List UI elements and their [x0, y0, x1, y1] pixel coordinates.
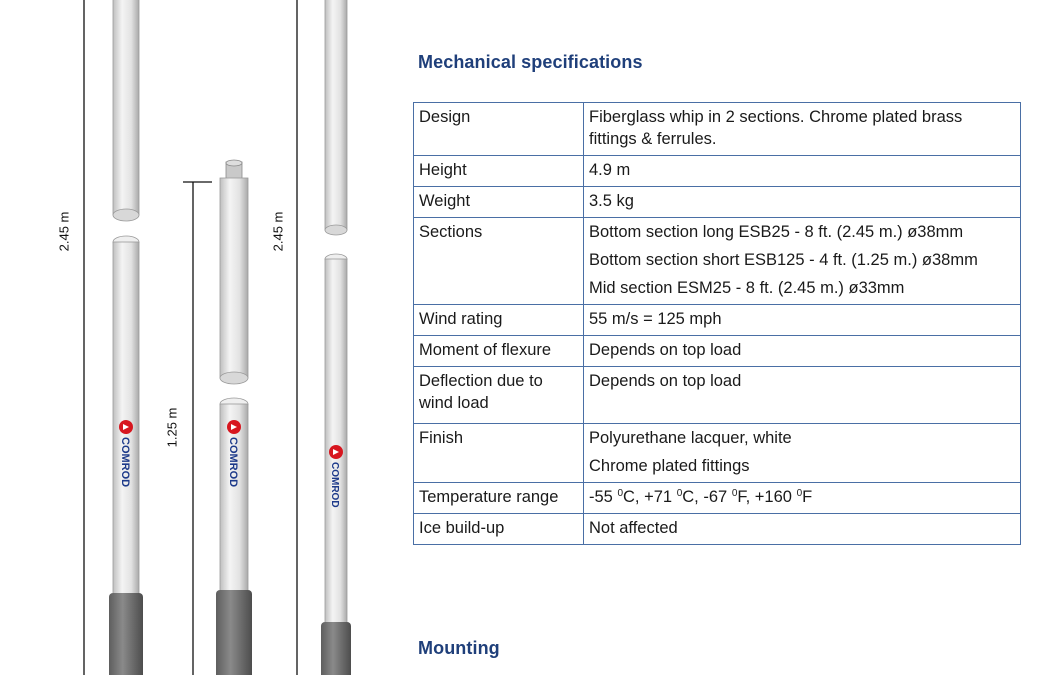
table-row: [414, 187, 1021, 218]
table-row: [414, 424, 1021, 483]
degree-mark: 0: [796, 488, 803, 499]
comrod-logo-middle: [227, 420, 241, 487]
degree-mark: 0: [676, 488, 683, 499]
table-row: [414, 483, 1021, 514]
pole-middle: [216, 160, 252, 675]
spec-value: [584, 103, 1021, 156]
spec-label: Finish: [414, 424, 584, 483]
table-row: [414, 367, 1021, 424]
table-row: [414, 336, 1021, 367]
logo-text-middle: COMROD: [227, 437, 239, 488]
spec-value-line: Chrome plated fittings: [589, 457, 750, 475]
table-row: [414, 156, 1021, 187]
spec-value: Depends on top load: [584, 336, 1021, 367]
spec-value: [584, 424, 1021, 483]
spec-value-line: Mid section ESM25 - 8 ft. (2.45 m.) ø33mm: [589, 279, 905, 297]
table-row: [414, 103, 1021, 156]
spec-value-line: fittings & ferrules.: [589, 130, 717, 148]
temp-c-low: -55: [589, 488, 613, 506]
dimension-label-middle: 1.25 m: [164, 407, 180, 448]
spec-value: 3.5 kg: [584, 187, 1021, 218]
spec-value-line: Bottom section long ESB25 - 8 ft. (2.45 m.) ø38mm: [589, 223, 964, 241]
spec-value-line: Fiberglass whip in 2 sections. Chrome plated brass: [589, 108, 963, 126]
spec-label: Deflection due to wind load: [414, 367, 584, 424]
spec-label: Weight: [414, 187, 584, 218]
degree-mark: 0: [731, 488, 738, 499]
spec-label: Wind rating: [414, 305, 584, 336]
logo-text-right: COMROD: [329, 462, 340, 508]
table-row: [414, 514, 1021, 545]
antenna-sections-drawing: [0, 0, 400, 675]
spec-value: 55 m/s = 125 mph: [584, 305, 1021, 336]
comrod-logo-right: [329, 445, 343, 508]
spec-label: Design: [414, 103, 584, 156]
mechanical-specifications-table: [413, 102, 1021, 545]
mounting-heading: Mounting: [418, 638, 500, 658]
pole-right: [321, 0, 351, 675]
comrod-logo-left: [119, 420, 133, 487]
spec-label: Height: [414, 156, 584, 187]
spec-label: Temperature range: [414, 483, 584, 514]
spec-value: Not affected: [584, 514, 1021, 545]
spec-value: 4.9 m: [584, 156, 1021, 187]
dimension-label-right: 2.45 m: [270, 211, 286, 252]
spec-value-temperature: -55 $^0$C, +71 $^0$C, -67 $^0$F, +160 $^0$F: [584, 483, 1021, 514]
dimension-label-left: 2.45 m: [56, 211, 72, 252]
spec-label: Ice build-up: [414, 514, 584, 545]
degree-mark: 0: [617, 488, 624, 499]
temp-c-high: +71: [644, 488, 673, 506]
pole-left: [109, 0, 143, 675]
spec-value-line: Polyurethane lacquer, white: [589, 429, 792, 447]
temp-f-low: -67: [703, 488, 728, 506]
spec-value: [584, 218, 1021, 305]
table-row: [414, 305, 1021, 336]
mechanical-specifications-heading: Mechanical specifications: [418, 52, 643, 72]
table-row: [414, 218, 1021, 305]
antenna-sections-illustration: [0, 0, 400, 675]
logo-text-left: COMROD: [119, 437, 131, 488]
spec-label: Moment of flexure: [414, 336, 584, 367]
spec-value: Depends on top load: [584, 367, 1021, 424]
spec-value-line: Bottom section short ESB125 - 4 ft. (1.25 m.) ø38mm: [589, 251, 978, 269]
temp-f-high: +160: [754, 488, 792, 506]
spec-label: Sections: [414, 218, 584, 305]
